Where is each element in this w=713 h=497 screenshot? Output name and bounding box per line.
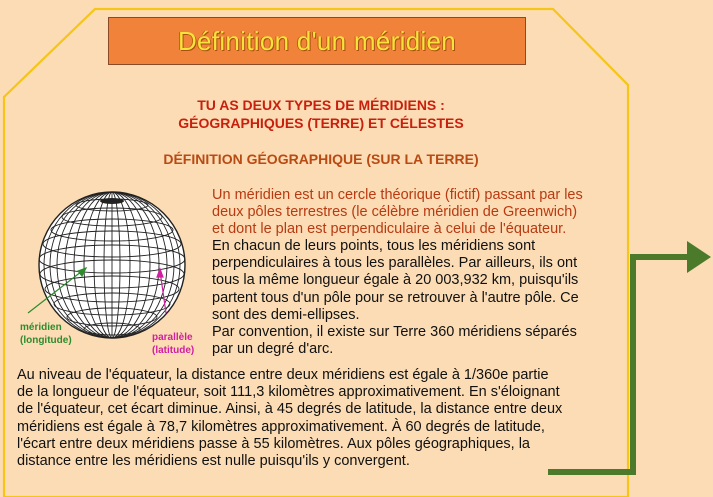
meridian-label-sub: (longitude) — [20, 335, 72, 346]
parallel-label-text: parallèle — [152, 332, 193, 343]
meridian-label-text: méridien — [20, 322, 62, 333]
types-heading-line2: GÉOGRAPHIQUES (TERRE) ET CÉLESTES — [178, 115, 464, 131]
properties-paragraph: En chacun de leurs points, tous les méridiens sont perpendiculaires à tous les parallèles. Par ailleurs, ils ont tous la même longueur égale à 20 003,932 km, puisqu'ils partent tous d'un pôle pour se retrouver à l'autre pôle. Ce sont des demi-ellipses. Par convention, il existe sur Terre 360 méridiens séparés par un degré d'arc. — [212, 238, 579, 358]
meridian-label — [20, 321, 72, 347]
title-banner — [108, 17, 526, 65]
geographic-definition-heading: DÉFINITION GÉOGRAPHIQUE (SUR LA TERRE) — [163, 151, 479, 167]
definition-paragraph: Un méridien est un cercle théorique (fictif) passant par les deux pôles terrestres (le célèbre méridien de Greenwich) et dont le plan est perpendiculaire à celui de l'équateur. — [212, 187, 583, 238]
page-title: Définition d'un méridien — [177, 25, 457, 56]
pole-cap — [100, 198, 124, 204]
distance-paragraph: Au niveau de l'équateur, la distance entre deux méridiens est égale à 1/360e partie de la longueur de l'équateur, soit 111,3 kilomètres approximativement. En s'éloignant de l'équateur, cet écart diminue. Ainsi, à 45 degrés de latitude, la distance entre deux méridiens est égale à 78,7 kilomètres approximativement. À 60 degrés de latitude, l'écart entre deux méridiens passe à 55 kilomètres. Aux pôles géographiques, la distance entre les méridiens est nulle puisqu'ils y convergent. — [17, 367, 563, 470]
parallel-label-sub: (latitude) — [152, 345, 195, 356]
parallel-label — [152, 331, 194, 357]
types-heading-line1: TU AS DEUX TYPES DE MÉRIDIENS : — [197, 97, 445, 113]
